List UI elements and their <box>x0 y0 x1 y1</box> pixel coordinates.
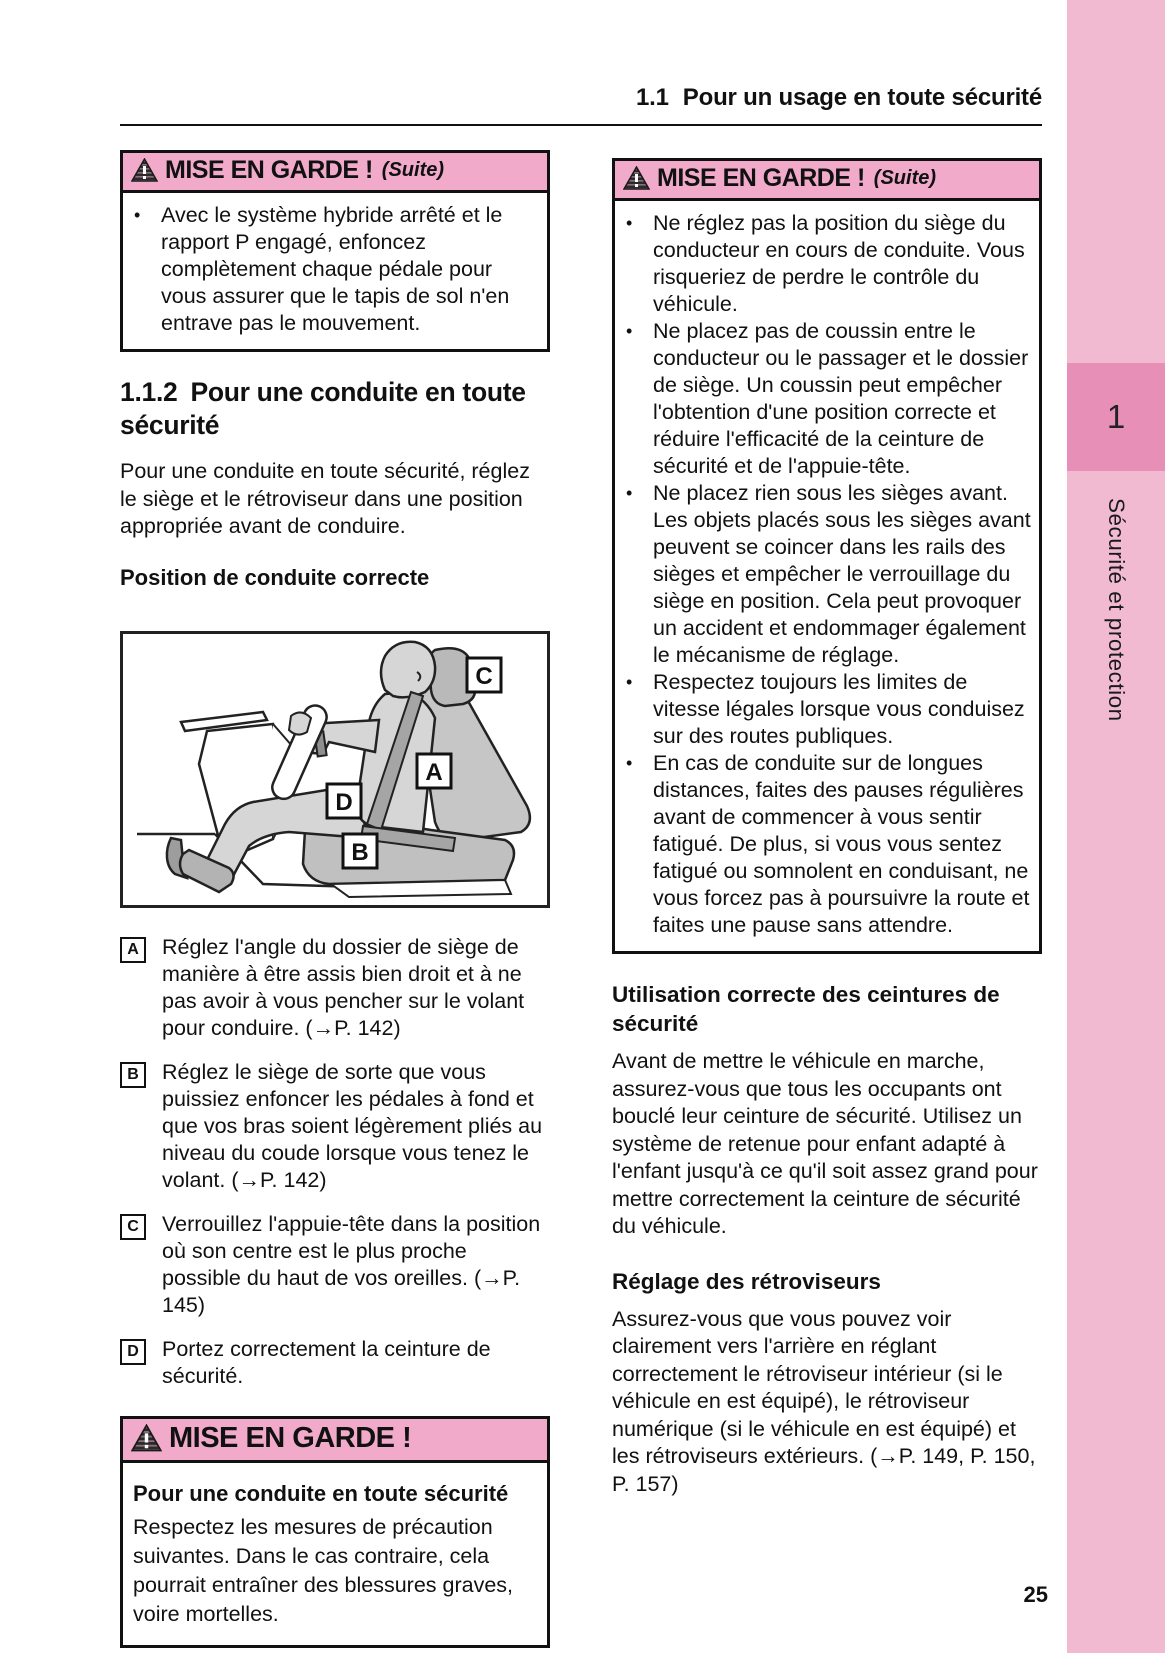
figure-label-d <box>327 784 361 818</box>
chapter-title-vertical: Sécurité et protection <box>1104 498 1129 722</box>
bullet-icon: • <box>626 321 633 341</box>
warning-bullet: • Ne réglez pas la position du siège du conducteur en cours de conduite. Vous risqueriez de perdre le contrôle du véhicule. <box>621 210 1031 318</box>
warning-triangle-icon <box>131 158 158 183</box>
chapter-number: 1 <box>1106 398 1126 435</box>
section-title: Pour une conduite en toute sécurité <box>120 377 526 440</box>
warning-bullet: • Avec le système hybride arrêté et le rapport P engagé, enfoncez complètement chaque pédale pour vous assurer que le tapis de sol n'en entrave pas le mouvement. <box>129 202 539 337</box>
bullet-icon: • <box>626 213 633 233</box>
bullet-icon: • <box>626 483 633 503</box>
warning-bullet: • Ne placez rien sous les sièges avant. Les objets placés sous les sièges avant peuvent se coincer dans les rails des sièges et empêcher le verrouillage du siège en position. Cela peut provoquer un accident et endommager également le mécanisme de réglage. <box>621 480 1031 669</box>
header-section-title: Pour un usage en toute sécurité <box>682 84 1042 111</box>
warning-label: MISE EN GARDE ! <box>165 156 373 184</box>
list-item-c: C Verrouillez l'appuie-tête dans la position où son centre est le plus proche possible du haut de vos oreilles. (→P. 145) <box>120 1211 550 1319</box>
subheading-seatbelt-use: Utilisation correcte des ceintures de sécurité <box>612 982 1000 1036</box>
warning-box-right <box>612 158 1042 954</box>
svg-text:A: A <box>425 758 443 786</box>
header-rule <box>120 124 1042 126</box>
header-section-number: 1.1 <box>636 84 669 111</box>
section-heading <box>120 376 550 442</box>
figure-label-b <box>343 834 377 868</box>
figure-label-c <box>467 658 501 692</box>
warning-body <box>615 201 1039 951</box>
page-number: 25 <box>1023 1582 1048 1607</box>
list-item-a: A Réglez l'angle du dossier de siège de manière à être assis bien droit et à ne pas avoir à vous pencher sur le volant pour conduire. (→P. 142) <box>120 934 550 1042</box>
list-item-d: D Portez correctement la ceinture de sécurité. <box>120 1336 550 1390</box>
warning-box-left-bottom <box>120 1416 550 1648</box>
chapter-tab <box>1067 363 1165 471</box>
subheading-mirror-adjustment: Réglage des rétroviseurs <box>612 1268 881 1294</box>
svg-text:D: D <box>335 788 353 816</box>
right-column <box>612 158 1042 1498</box>
driving-position-figure <box>120 631 550 908</box>
figure-label-a <box>417 754 451 788</box>
warning-triangle-icon <box>623 166 650 191</box>
warning-header <box>615 161 1039 201</box>
svg-text:B: B <box>351 838 369 866</box>
item-key-badge: D <box>120 1339 146 1365</box>
warning-suite-label: (Suite) <box>381 159 445 181</box>
warning-paragraph: Respectez les mesures de précaution suivantes. Dans le cas contraire, cela pourrait entraîner des blessures graves, voire mortelles. <box>133 1514 514 1626</box>
position-items-list <box>120 934 550 1390</box>
driver-seat-illustration <box>123 634 547 899</box>
page-header <box>120 84 1042 112</box>
section-intro-paragraph: Pour une conduite en toute sécurité, réglez le siège et le rétroviseur dans une position appropriée avant de conduire. <box>120 459 530 538</box>
bullet-icon: • <box>626 753 633 773</box>
bullet-icon: • <box>626 672 633 692</box>
warning-body <box>123 1463 547 1645</box>
warning-bullet: • Ne placez pas de coussin entre le conducteur ou le passager et le dossier de siège. Un coussin peut empêcher l'obtention d'une position correcte et réduire l'efficacité de la ceinture de sécurité et de l'appuie-tête. <box>621 318 1031 480</box>
bullet-icon: • <box>134 205 141 225</box>
seatbelt-paragraph: Avant de mettre le véhicule en marche, assurez-vous que tous les occupants ont bouclé leur ceinture de sécurité. Utilisez un système de retenue pour enfant adapté à l'enfant jusqu'à ce qu'il soit assez grand pour mettre correctement la ceinture de sécurité du véhicule. <box>612 1049 1038 1238</box>
left-column <box>120 150 550 1648</box>
chapter-sidebar-strip <box>1067 0 1165 1653</box>
item-key-badge: B <box>120 1062 146 1088</box>
warning-label: MISE EN GARDE ! <box>169 1421 412 1454</box>
svg-text:C: C <box>475 662 493 690</box>
warning-subtitle: Pour une conduite en toute sécurité <box>133 1480 509 1506</box>
warning-header <box>123 153 547 193</box>
warning-bullet: • En cas de conduite sur de longues distances, faites des pauses régulières avant de commencer à vous sentir fatigué. De plus, si vous vous sentez fatigué ou somnolent en conduisant, ne vous forcez pas à poursuivre la route et faites une pause sans attendre. <box>621 750 1031 939</box>
list-item-b: B Réglez le siège de sorte que vous puissiez enfoncer les pédales à fond et que vos bras soient légèrement pliés au niveau du coude lorsque vous tenez le volant. (→P. 142) <box>120 1059 550 1194</box>
warning-label: MISE EN GARDE ! <box>657 164 865 192</box>
item-key-badge: C <box>120 1214 146 1240</box>
warning-triangle-icon <box>131 1424 162 1453</box>
item-key-badge: A <box>120 937 146 963</box>
warning-body <box>123 193 547 349</box>
mirror-paragraph: Assurez-vous que vous pouvez voir clairement vers l'arrière en réglant correctement le rétroviseur intérieur (si le véhicule en est équipé), le rétroviseur numérique (si le véhicule en est équipé) et les rétroviseurs extérieurs. (→P. 149, P. 150, P. 157) <box>612 1306 1036 1496</box>
subheading-driving-position: Position de conduite correcte <box>120 564 430 590</box>
section-number: 1.1.2 <box>120 377 178 407</box>
warning-box-left-top <box>120 150 550 352</box>
warning-header <box>123 1419 547 1463</box>
warning-suite-label: (Suite) <box>873 167 937 189</box>
warning-bullet: • Respectez toujours les limites de vitesse légales lorsque vous conduisez sur des routes publiques. <box>621 669 1031 750</box>
